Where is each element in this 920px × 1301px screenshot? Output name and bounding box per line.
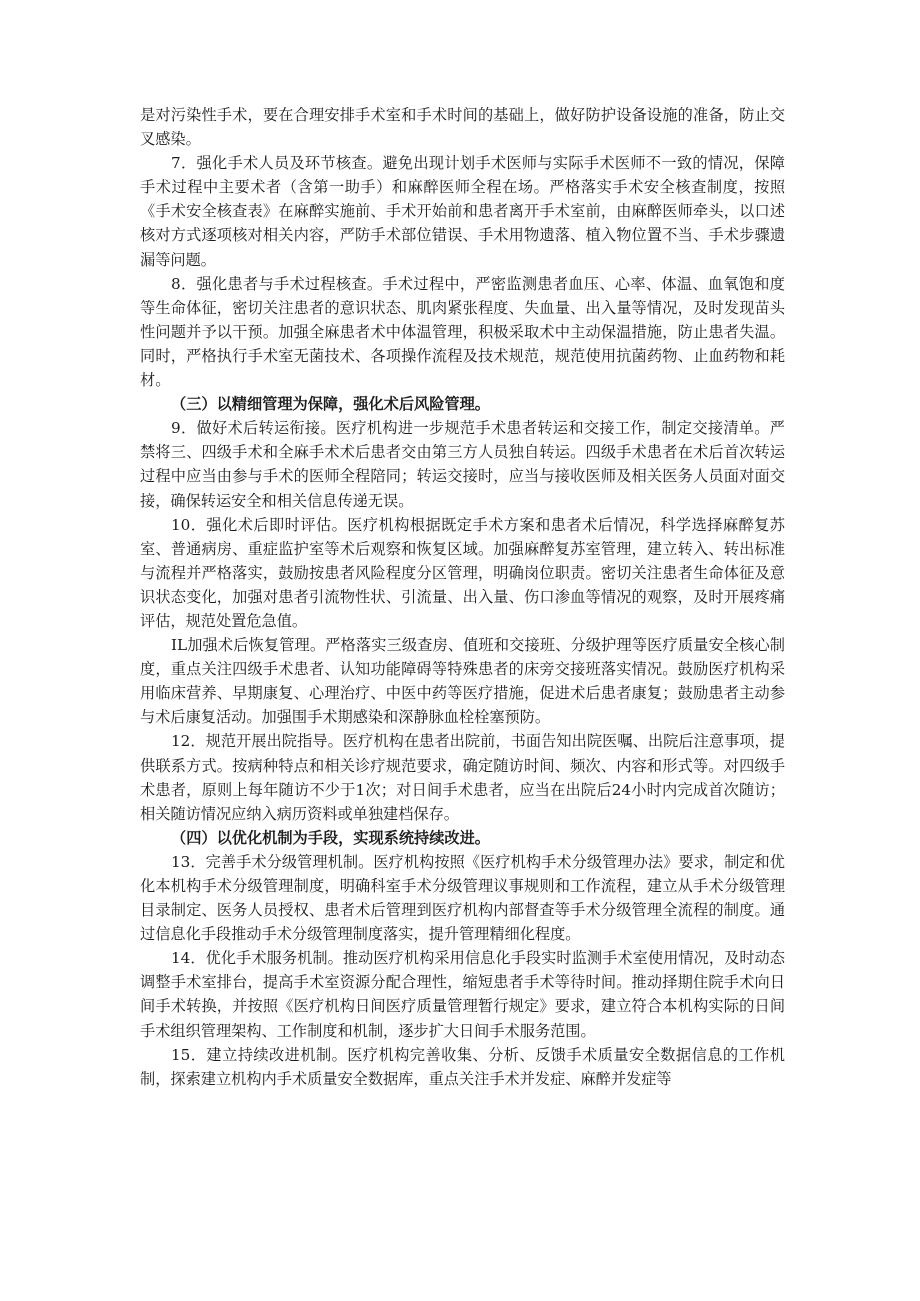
document-page: [140, 103, 785, 1091]
paragraph-item-10: 10．强化术后即时评估。医疗机构根据既定手术方案和患者术后情况，科学选择麻醉复苏室、普通病房、重症监护室等术后观察和恢复区域。加强麻醉复苏室管理，建立转入、转出标准与流程并严格落实，鼓励按患者风险程度分区管理，明确岗位职责。密切关注患者生命体征及意识状态变化，加强对患者引流物性状、引流量、出入量、伤口渗血等情况的观察，及时开展疼痛评估，规范处置危急值。: [140, 515, 785, 630]
paragraph-item-11: IL加强术后恢复管理。严格落实三级查房、值班和交接班、分级护理等医疗质量安全核心制度，重点关注四级手术患者、认知功能障碍等特殊患者的床旁交接班落实情况。鼓励医疗机构采用临床营养、早期康复、心理治疗、中医中药等医疗措施，促进术后患者康复；鼓励患者主动参与术后康复活动。加强围手术期感染和深静脉血栓栓塞预防。: [140, 636, 785, 727]
paragraph-item-15: 15．建立持续改进机制。医疗机构完善收集、分析、反馈手术质量安全数据信息的工作机制，探索建立机构内手术质量安全数据库，重点关注手术并发症、麻醉并发症等: [140, 1045, 785, 1088]
paragraph-item-8: 8．强化患者与手术过程核查。手术过程中，严密监测患者血压、心率、体温、血氧饱和度等生命体征，密切关注患者的意识状态、肌肉紧张程度、失血量、出入量等情况，及时发现苗头性问题并予以干预。加强全麻患者术中体温管理，积极采取术中主动保温措施，防止患者失温。同时，严格执行手术室无菌技术、各项操作流程及技术规范，规范使用抗菌药物、止血药物和耗材。: [140, 274, 785, 390]
paragraph-item-13: 13．完善手术分级管理机制。医疗机构按照《医疗机构手术分级管理办法》要求，制定和优化本机构手术分级管理制度，明确科室手术分级管理议事规则和工作流程，建立从手术分级管理目录制定、医务人员授权、患者术后管理到医疗机构内部督查等手术分级管理全流程的制度。通过信息化手段推动手术分级管理制度落实，提升管理精细化程度。: [140, 852, 785, 944]
paragraph-item-14: 14．优化手术服务机制。推动医疗机构采用信息化手段实时监测手术室使用情况，及时动态调整手术室排台，提高手术室资源分配合理性，缩短患者手术等待时间。推动择期住院手术向日间手术转换，并按照《医疗机构日间医疗质量管理暂行规定》要求，建立符合本机构实际的日间手术组织管理架构、工作制度和机制，逐步扩大日间手术服务范围。: [140, 949, 785, 1040]
paragraph-item-12: 12．规范开展出院指导。医疗机构在患者出院前，书面告知出院医嘱、出院后注意事项，提供联系方式。按病种特点和相关诊疗规范要求，确定随访时间、频次、内容和形式等。对四级手术患者，原则上每年随访不少于1次；对日间手术患者，应当在出院后24小时内完成首次随访；相关随访情况应纳入病历资料或单独建档保存。: [140, 732, 785, 823]
paragraph-continuation: 是对污染性手术，要在合理安排手术室和手术时间的基础上，做好防护设备设施的准备，防止交叉感染。: [140, 106, 785, 149]
paragraph-item-7: 7．强化手术人员及环节核查。避免出现计划手术医师与实际手术医师不一致的情况，保障手术过程中主要术者（含第一助手）和麻醉医师全程在场。严格落实手术安全核查制度，按照《手术安全核查表》在麻醉实施前、手术开始前和患者离开手术室前，由麻醉医师牵头，以口述核对方式逐项核对相关内容，严防手术部位错误、手术用物遗落、植入物位置不当、手术步骤遗漏等问题。: [140, 154, 785, 269]
section-heading-4: （四）以优化机制为手段，实现系统持续改进。: [171, 828, 490, 847]
section-heading-3: （三）以精细管理为保障，强化术后风险管理。: [171, 395, 490, 414]
paragraph-item-9: 9．做好术后转运衔接。医疗机构进一步规范手术患者转运和交接工作，制定交接清单。严禁将三、四级手术和全麻手术术后患者交由第三方人员独自转运。四级手术患者在术后首次转运过程中应当由参与手术的医师全程陪同；转运交接时，应当与接收医师及相关医务人员面对面交接，确保转运安全和相关信息传递无误。: [140, 419, 785, 510]
